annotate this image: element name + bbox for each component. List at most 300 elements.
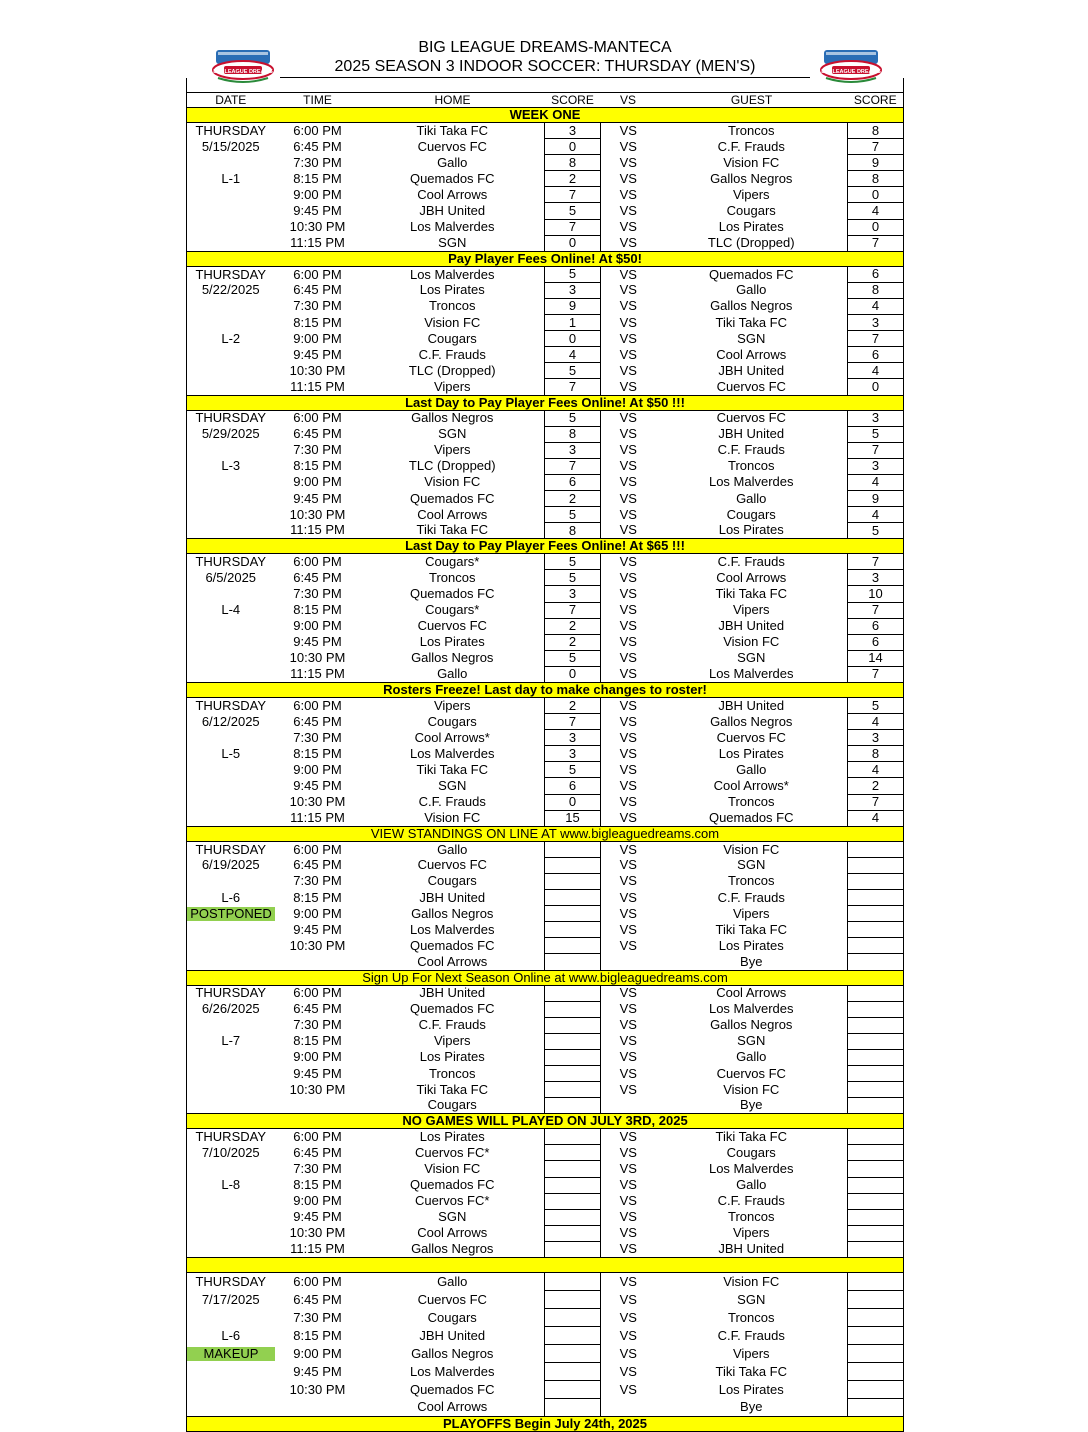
vs-cell: VS — [619, 985, 637, 1001]
game-row — [187, 1193, 904, 1209]
guest-team-cell: Gallo — [736, 490, 767, 506]
blank-cell — [187, 78, 904, 93]
schedule-body — [187, 78, 904, 1432]
time-cell: 6:00 PM — [293, 985, 342, 1001]
home-score-cell: 15 — [545, 810, 601, 826]
vs-cell: VS — [619, 618, 637, 634]
time-cell: 7:30 PM — [293, 585, 342, 601]
guest-team-cell: Gallo — [736, 1177, 767, 1193]
home-team-cell: SGN — [438, 1209, 467, 1225]
game-row — [187, 746, 904, 762]
date-cell — [187, 1381, 275, 1399]
home-team-cell: Gallo — [437, 1273, 468, 1289]
guest-score-cell: 0 — [848, 219, 904, 235]
date-cell: 7/17/2025 — [201, 1291, 260, 1307]
column-header: HOME — [434, 93, 471, 107]
guest-score-cell: 6 — [848, 634, 904, 650]
home-team-cell: JBH United — [419, 985, 486, 1001]
vs-cell: VS — [619, 203, 637, 219]
home-score-cell: 5 — [545, 762, 601, 778]
home-score-cell — [545, 1309, 601, 1327]
home-score-cell — [545, 1345, 601, 1363]
time-cell: 8:15 PM — [293, 314, 342, 330]
home-team-cell: Gallos Negros — [411, 1345, 494, 1361]
time-cell: 9:00 PM — [293, 1049, 342, 1065]
time-cell: 9:45 PM — [293, 1363, 342, 1379]
home-team-cell: Cool Arrows — [417, 186, 488, 202]
guest-team-cell: Troncos — [728, 873, 775, 889]
home-score-cell — [545, 954, 601, 970]
vs-cell: VS — [619, 569, 637, 585]
date-cell — [187, 298, 275, 314]
game-row — [187, 282, 904, 298]
week-banner-row — [187, 108, 904, 123]
guest-team-cell: Bye — [656, 1399, 848, 1417]
column-header-row — [187, 93, 904, 108]
date-cell: L-1 — [221, 170, 241, 186]
time-cell: 9:00 PM — [293, 761, 342, 777]
vs-cell: VS — [619, 1363, 637, 1379]
week-banner-row — [187, 970, 904, 985]
vs-cell: VS — [619, 1017, 637, 1033]
game-row — [187, 586, 904, 602]
home-team-cell: JBH United — [419, 203, 486, 219]
time-cell: 6:00 PM — [293, 697, 342, 713]
vs-cell: VS — [601, 235, 656, 251]
guest-score-cell: 3 — [848, 570, 904, 586]
guest-score-cell: 0 — [848, 379, 904, 395]
date-cell — [187, 347, 275, 363]
home-team-cell: Cool Arrows — [417, 1225, 488, 1241]
home-team-cell: Vision FC — [424, 1160, 481, 1176]
date-cell — [187, 155, 275, 171]
game-row — [187, 1033, 904, 1049]
home-team-cell: Vision FC — [361, 810, 545, 826]
date-cell — [187, 618, 275, 634]
home-team-cell: Los Pirates — [419, 282, 485, 298]
time-cell: 9:00 PM — [293, 474, 342, 490]
guest-score-cell: 5 — [848, 426, 904, 442]
guest-score-cell — [848, 1161, 904, 1177]
vs-cell: VS — [619, 219, 637, 235]
date-cell — [187, 1345, 275, 1363]
vs-cell: VS — [619, 1273, 637, 1289]
home-score-cell: 5 — [545, 650, 601, 666]
guest-score-cell: 7 — [848, 666, 904, 682]
game-row — [187, 458, 904, 474]
vs-cell: VS — [619, 298, 637, 314]
guest-score-cell: 9 — [848, 155, 904, 171]
game-row — [187, 762, 904, 778]
vs-cell: VS — [619, 122, 637, 138]
vs-cell: VS — [619, 170, 637, 186]
game-row — [187, 123, 904, 139]
guest-score-cell: 7 — [848, 554, 904, 570]
home-team-cell: Quemados FC — [409, 1177, 495, 1193]
date-cell — [187, 1065, 275, 1081]
home-team-cell: Cuervos FC — [417, 138, 487, 154]
guest-score-cell — [848, 1177, 904, 1193]
guest-team-cell: SGN — [737, 330, 766, 346]
guest-score-cell — [848, 1241, 904, 1257]
schedule-sheet — [186, 78, 903, 1432]
home-score-cell: 0 — [545, 794, 601, 810]
guest-score-cell — [848, 1363, 904, 1381]
game-row — [187, 1345, 904, 1363]
home-score-cell: 7 — [545, 379, 601, 395]
date-cell: THURSDAY — [195, 1129, 267, 1145]
game-row — [187, 266, 904, 282]
guest-score-cell — [848, 1209, 904, 1225]
guest-team-cell: Vision FC — [723, 841, 780, 857]
guest-team-cell: C.F. Frauds — [717, 442, 785, 458]
guest-score-cell: 3 — [848, 315, 904, 331]
week-banner-row — [187, 539, 904, 554]
game-row — [187, 1225, 904, 1241]
date-cell: 6/5/2025 — [205, 569, 257, 585]
date-cell: L-2 — [221, 330, 241, 346]
guest-team-cell: Vision FC — [723, 154, 780, 170]
guest-team-cell: Tiki Taka FC — [715, 314, 787, 330]
game-row — [187, 1327, 904, 1345]
home-score-cell: 8 — [545, 155, 601, 171]
week-banner: VIEW STANDINGS ON LINE AT www.bigleaguedreams.com — [187, 826, 904, 841]
home-team-cell: TLC (Dropped) — [408, 362, 496, 378]
time-cell: 7:30 PM — [293, 1017, 342, 1033]
vs-cell: VS — [619, 266, 637, 282]
week-banner-row — [187, 395, 904, 410]
home-score-cell: 3 — [545, 442, 601, 458]
date-cell — [187, 938, 275, 954]
guest-team-cell: Cool Arrows* — [713, 778, 789, 794]
vs-cell: VS — [619, 1065, 637, 1081]
home-team-cell: Tiki Taka FC — [416, 761, 488, 777]
date-cell: 6/12/2025 — [201, 713, 260, 729]
guest-team-cell: Tiki Taka FC — [715, 1129, 787, 1145]
home-team-cell: Tiki Taka FC — [416, 122, 488, 138]
guest-score-cell: 7 — [848, 331, 904, 347]
home-team-cell: Cougars — [427, 873, 477, 889]
home-team-cell: Cool Arrows — [417, 506, 488, 522]
date-cell — [187, 1017, 275, 1033]
guest-team-cell: SGN — [737, 1291, 766, 1307]
vs-cell: VS — [619, 1129, 637, 1145]
home-score-cell — [545, 841, 601, 857]
guest-score-cell — [848, 1345, 904, 1363]
game-row — [187, 139, 904, 155]
vs-cell: VS — [619, 937, 637, 953]
vs-cell: VS — [619, 761, 637, 777]
home-team-cell: Cuervos FC — [417, 857, 487, 873]
home-team-cell: Quemados FC — [409, 490, 495, 506]
home-team-cell: Gallo — [437, 154, 468, 170]
time-cell: 7:30 PM — [293, 729, 342, 745]
week-banner-row — [187, 1258, 904, 1273]
home-team-cell: SGN — [438, 426, 467, 442]
home-team-cell: Los Malverdes — [409, 921, 495, 937]
time-cell: 11:15 PM — [275, 1241, 361, 1257]
game-row — [187, 618, 904, 634]
guest-team-cell: Tiki Taka FC — [715, 585, 787, 601]
game-row — [187, 1098, 904, 1114]
guest-team-cell: Quemados FC — [708, 266, 794, 282]
guest-team-cell: Vision FC — [723, 1081, 780, 1097]
date-cell: 5/22/2025 — [201, 282, 260, 298]
game-row — [187, 410, 904, 426]
vs-cell: VS — [619, 442, 637, 458]
guest-score-cell: 8 — [848, 171, 904, 187]
week-banner-row — [187, 683, 904, 698]
date-cell — [187, 1082, 275, 1098]
vs-cell: VS — [619, 745, 637, 761]
guest-score-cell — [848, 1065, 904, 1081]
guest-score-cell: 14 — [848, 650, 904, 666]
home-team-cell: TLC (Dropped) — [408, 458, 496, 474]
vs-cell: VS — [619, 841, 637, 857]
time-cell: 6:45 PM — [293, 426, 342, 442]
vs-cell: VS — [619, 554, 637, 570]
vs-cell: VS — [601, 666, 656, 682]
time-cell: 6:00 PM — [293, 1129, 342, 1145]
guest-team-cell: Vipers — [732, 905, 770, 921]
guest-team-cell: Los Pirates — [718, 219, 784, 235]
time-cell: 8:15 PM — [293, 1033, 342, 1049]
guest-team-cell: Gallos Negros — [710, 713, 793, 729]
week-banner — [187, 1258, 904, 1273]
guest-team-cell: Troncos — [728, 1209, 775, 1225]
week-banner: Sign Up For Next Season Online at www.bigleaguedreams.com — [187, 970, 904, 985]
vs-cell: VS — [619, 1381, 637, 1397]
home-team-cell: Quemados FC — [409, 585, 495, 601]
guest-score-cell: 3 — [848, 730, 904, 746]
time-cell: 6:45 PM — [293, 1291, 342, 1307]
game-row — [187, 315, 904, 331]
date-cell — [187, 762, 275, 778]
date-cell — [187, 1209, 275, 1225]
home-team-cell: Los Malverdes — [409, 219, 495, 235]
home-team-cell: C.F. Frauds — [418, 346, 486, 362]
vs-cell: VS — [619, 1209, 637, 1225]
guest-score-cell — [848, 1049, 904, 1065]
game-row — [187, 235, 904, 251]
home-score-cell — [545, 1082, 601, 1098]
game-row — [187, 1381, 904, 1399]
home-score-cell — [545, 1145, 601, 1161]
home-score-cell: 3 — [545, 746, 601, 762]
time-cell: 6:00 PM — [293, 554, 342, 570]
date-cell: 5/29/2025 — [201, 426, 260, 442]
date-cell — [187, 1225, 275, 1241]
home-team-cell: Cougars — [361, 1098, 545, 1114]
guest-score-cell — [848, 1327, 904, 1345]
vs-cell: VS — [619, 1144, 637, 1160]
date-cell: L-4 — [221, 602, 241, 618]
game-row — [187, 379, 904, 395]
time-cell: 9:00 PM — [293, 1345, 342, 1361]
guest-score-cell: 7 — [848, 235, 904, 251]
guest-score-cell — [848, 1381, 904, 1399]
vs-cell: VS — [619, 1193, 637, 1209]
guest-team-cell: JBH United — [718, 426, 785, 442]
home-team-cell: Vision FC — [424, 314, 481, 330]
guest-score-cell — [848, 1098, 904, 1114]
vs-cell: VS — [619, 634, 637, 650]
date-cell: L-6 — [221, 1327, 241, 1343]
home-team-cell: Cuervos FC — [417, 1291, 487, 1307]
date-cell — [187, 523, 275, 539]
time-cell: 11:15 PM — [275, 523, 361, 539]
date-cell: L-3 — [221, 458, 241, 474]
game-row — [187, 219, 904, 235]
guest-team-cell: JBH United — [656, 1241, 848, 1257]
home-score-cell — [545, 873, 601, 889]
time-cell: 11:15 PM — [275, 666, 361, 682]
vs-cell: VS — [619, 474, 637, 490]
guest-score-cell: 7 — [848, 602, 904, 618]
date-cell: THURSDAY — [195, 410, 267, 426]
vs-cell: VS — [619, 186, 637, 202]
guest-score-cell: 7 — [848, 794, 904, 810]
home-team-cell: Gallo — [361, 666, 545, 682]
home-score-cell — [545, 906, 601, 922]
date-cell — [187, 1161, 275, 1177]
guest-team-cell: SGN — [737, 650, 766, 666]
vs-cell: VS — [619, 857, 637, 873]
time-cell: 6:45 PM — [293, 713, 342, 729]
home-score-cell: 3 — [545, 730, 601, 746]
game-row — [187, 1363, 904, 1381]
vs-cell: VS — [619, 1177, 637, 1193]
guest-score-cell: 4 — [848, 810, 904, 826]
guest-team-cell: SGN — [737, 857, 766, 873]
time-cell: 8:15 PM — [293, 1327, 342, 1343]
time-cell: 10:30 PM — [289, 362, 346, 378]
home-team-cell: Cool Arrows — [361, 1399, 545, 1417]
game-row — [187, 1017, 904, 1033]
home-score-cell: 5 — [545, 554, 601, 570]
home-score-cell: 7 — [545, 187, 601, 203]
time-cell: 7:30 PM — [293, 442, 342, 458]
guest-team-cell: TLC (Dropped) — [656, 235, 848, 251]
time-cell: 6:45 PM — [293, 857, 342, 873]
vs-cell: VS — [601, 810, 656, 826]
game-row — [187, 810, 904, 826]
document-title — [280, 38, 810, 76]
home-score-cell — [545, 1177, 601, 1193]
game-row — [187, 1145, 904, 1161]
home-team-cell: Troncos — [429, 569, 476, 585]
home-score-cell: 3 — [545, 282, 601, 298]
time-cell: 9:45 PM — [293, 1065, 342, 1081]
home-team-cell: Cougars — [427, 713, 477, 729]
time-cell: 10:30 PM — [289, 219, 346, 235]
home-team-cell: JBH United — [419, 1327, 486, 1343]
footer-banner: PLAYOFFS Begin July 24th, 2025 — [187, 1417, 904, 1432]
guest-score-cell — [848, 922, 904, 938]
home-score-cell: 5 — [545, 507, 601, 523]
home-team-cell: Cougars — [427, 330, 477, 346]
date-cell: L-6 — [221, 889, 241, 905]
home-score-cell — [545, 1225, 601, 1241]
time-cell: 8:15 PM — [293, 889, 342, 905]
home-team-cell: SGN — [361, 235, 545, 251]
game-row — [187, 954, 904, 970]
guest-team-cell: Gallo — [736, 1049, 767, 1065]
guest-team-cell: Los Malverdes — [708, 474, 794, 490]
home-team-cell: Tiki Taka FC — [416, 1081, 488, 1097]
vs-cell: VS — [619, 889, 637, 905]
time-cell: 6:45 PM — [293, 282, 342, 298]
home-team-cell: Los Pirates — [419, 1049, 485, 1065]
date-cell — [187, 442, 275, 458]
vs-cell: VS — [619, 426, 637, 442]
guest-score-cell — [848, 841, 904, 857]
guest-team-cell: Los Malverdes — [708, 1001, 794, 1017]
game-row — [187, 938, 904, 954]
column-header: SCORE — [853, 93, 897, 107]
guest-team-cell: Tiki Taka FC — [715, 921, 787, 937]
home-score-cell — [545, 890, 601, 906]
game-row — [187, 922, 904, 938]
home-score-cell: 6 — [545, 474, 601, 490]
guest-score-cell — [848, 1145, 904, 1161]
guest-team-cell: JBH United — [718, 697, 785, 713]
home-score-cell: 7 — [545, 602, 601, 618]
guest-score-cell — [848, 1291, 904, 1309]
time-cell: 11:15 PM — [275, 810, 361, 826]
date-cell: 6/19/2025 — [201, 857, 260, 873]
vs-cell: VS — [619, 490, 637, 506]
time-cell: 8:15 PM — [293, 745, 342, 761]
game-row — [187, 1291, 904, 1309]
game-row — [187, 634, 904, 650]
home-team-cell: Troncos — [429, 298, 476, 314]
game-row — [187, 985, 904, 1001]
game-row — [187, 298, 904, 314]
date-cell — [187, 474, 275, 490]
guest-score-cell — [848, 1129, 904, 1145]
home-score-cell — [545, 1381, 601, 1399]
vs-cell: VS — [619, 506, 637, 522]
vs-cell — [601, 1098, 656, 1114]
home-score-cell — [545, 1001, 601, 1017]
date-cell: THURSDAY — [195, 266, 267, 282]
game-row — [187, 794, 904, 810]
time-cell: 9:45 PM — [293, 778, 342, 794]
date-cell — [187, 1049, 275, 1065]
home-team-cell: Cool Arrows* — [414, 729, 490, 745]
home-team-cell: Cuervos FC — [417, 618, 487, 634]
guest-score-cell — [848, 1309, 904, 1327]
guest-team-cell: Tiki Taka FC — [715, 1363, 787, 1379]
home-team-cell: Vision FC — [424, 474, 481, 490]
guest-team-cell: C.F. Frauds — [717, 889, 785, 905]
time-cell: 8:15 PM — [293, 602, 342, 618]
date-cell: L-8 — [221, 1177, 241, 1193]
home-score-cell: 5 — [545, 203, 601, 219]
guest-team-cell: C.F. Frauds — [717, 1327, 785, 1343]
home-team-cell: Vipers — [433, 697, 471, 713]
guest-team-cell: Quemados FC — [656, 810, 848, 826]
home-score-cell: 6 — [545, 778, 601, 794]
time-cell: 8:15 PM — [293, 170, 342, 186]
time-cell: 6:00 PM — [293, 410, 342, 426]
time-cell: 9:45 PM — [293, 203, 342, 219]
guest-score-cell — [848, 857, 904, 873]
table-top-row — [187, 78, 904, 93]
guest-team-cell: Vision FC — [723, 1273, 780, 1289]
date-cell: L-5 — [221, 745, 241, 761]
